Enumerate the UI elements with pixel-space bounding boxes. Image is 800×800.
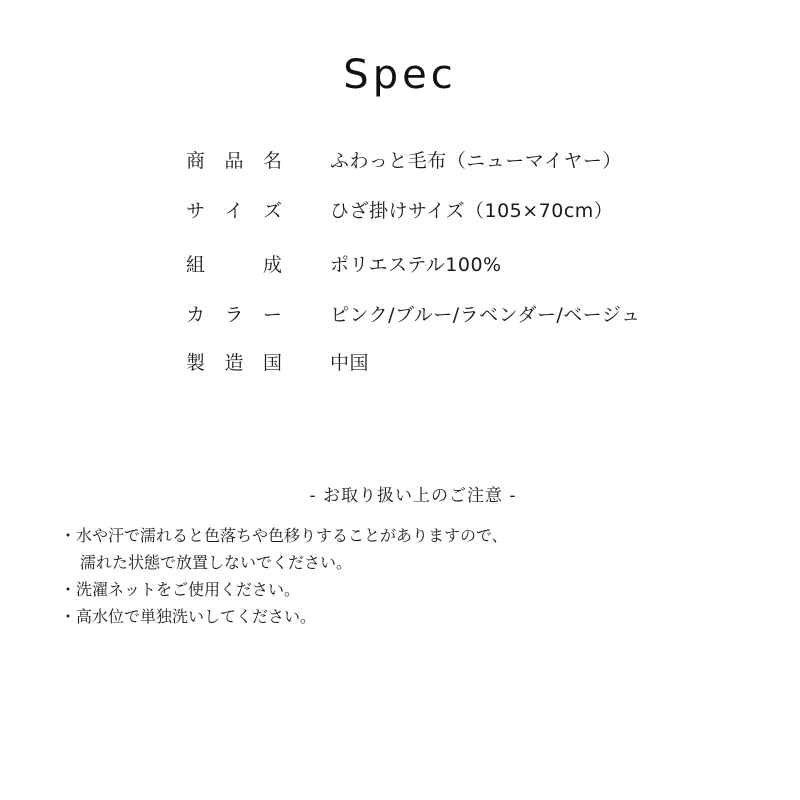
spec-row-product-name: [186, 144, 622, 174]
spec-value: ポリエステル100%: [330, 253, 502, 276]
spec-row-country: [186, 346, 369, 376]
spec-value: ひざ掛けサイズ（105×70cm）: [330, 199, 614, 222]
spec-row-composition: [186, 248, 502, 278]
care-item: ・ 洗濯ネットをご使用ください。: [60, 576, 508, 603]
spec-label: 組 成: [186, 253, 282, 276]
spec-value: ピンク/ブルー/ラベンダー/ベージュ: [330, 303, 641, 326]
care-item: ・ 高水位で単独洗いしてください。: [60, 603, 508, 630]
spec-value: ふわっと毛布（ニューマイヤー）: [330, 149, 622, 172]
care-list: [60, 522, 508, 630]
spec-row-size: [186, 194, 613, 224]
bullet: ・: [60, 526, 77, 545]
care-heading: - お取り扱い上のご注意 -: [309, 486, 517, 506]
spec-label: 商 品 名: [186, 149, 282, 172]
spec-label: カ ラ ー: [186, 303, 282, 326]
spec-row-color: [186, 298, 641, 328]
bullet: ・: [60, 607, 77, 626]
spec-label: サ イ ズ: [186, 199, 282, 222]
spec-label: 製 造 国: [186, 351, 282, 374]
spec-value: 中国: [330, 351, 370, 374]
page-title: Spec: [343, 52, 457, 98]
bullet: ・: [60, 580, 77, 599]
care-item: ・ 水や汗で濡れると色落ちや色移りすることがありますので、 濡れた状態で放置しないでください。: [60, 522, 508, 576]
